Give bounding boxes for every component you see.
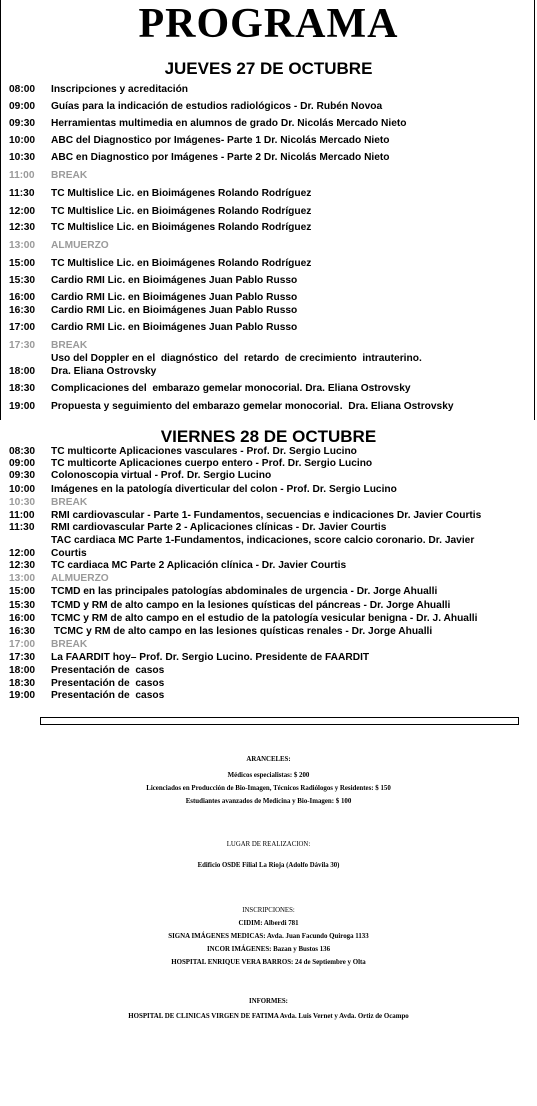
informes-heading: INFORMES: [249,998,288,1005]
schedule-text: TC multicorte Aplicaciones cuerpo entero - Prof. Dr. Sergio Lucino [51,458,373,469]
schedule-text: Presentación de casos [51,665,165,676]
divider-bar [40,717,519,725]
day2-heading: VIERNES 28 DE OCTUBRE [160,427,377,446]
aranceles-line: Licenciados en Producción de Bio-Imagen, Técnicos Radiólogos y Residentes: $ 150 [146,785,391,792]
schedule-text: RMI cardiovascular - Parte 1- Fundamentos, secuencias e indicaciones Dr. Javier Courtis [51,510,482,521]
schedule-text: TCMC y RM de alto campo en las lesiones quísticas renales - Dr. Jorge Ahualli [51,626,433,637]
schedule-time: 09:00 [9,101,36,112]
inscripciones-heading: INSCRIPCIONES: [242,907,295,914]
schedule-time: 08:00 [9,84,36,95]
inscripciones-line: INCOR IMÁGENES: Bazan y Bustos 136 [206,946,331,953]
schedule-time: 18:00 [9,665,36,676]
schedule-text: Guías para la indicación de estudios radiológicos - Dr. Rubén Novoa [51,101,383,112]
schedule-text: ABC en Diagnostico por Imágenes - Parte 2 Dr. Nicolás Mercado Nieto [51,152,390,163]
schedule-text: Propuesta y seguimiento del embarazo gemelar monocorial. Dra. Eliana Ostrovsky [51,401,454,412]
schedule-text: Dra. Eliana Ostrovsky [51,366,157,377]
lugar-heading: LUGAR DE REALIZACION: [226,841,311,848]
page-title: PROGRAMA [138,1,399,47]
day1-heading: JUEVES 27 DE OCTUBRE [164,59,373,78]
schedule-text: Cardio RMI Lic. en Bioimágenes Juan Pablo Russo [51,275,298,286]
schedule-time: 12:00 [9,548,36,559]
schedule-text: BREAK [51,639,88,650]
schedule-text: ABC del Diagnostico por Imágenes- Parte 1 Dr. Nicolás Mercado Nieto [51,135,390,146]
schedule-text: Inscripciones y acreditación [51,84,189,95]
schedule-time: 10:30 [9,152,36,163]
schedule-time: 18:30 [9,383,36,394]
schedule-time: 18:00 [9,366,36,377]
schedule-time: 11:30 [9,188,35,199]
inscripciones-line: HOSPITAL ENRIQUE VERA BARROS: 24 de Septiembre y Olta [171,959,366,966]
schedule-text: Colonoscopia virtual - Prof. Dr. Sergio Lucino [51,470,272,481]
schedule-time: 10:30 [9,497,36,508]
schedule-time: 10:00 [9,484,36,495]
schedule-time: 16:00 [9,292,36,303]
schedule-text: BREAK [51,340,88,351]
schedule-text: TCMD y RM de alto campo en la lesiones quísticas del páncreas - Dr. Jorge Ahualli [51,600,451,611]
schedule-text: TC Multislice Lic. en Bioimágenes Rolando Rodríguez [51,188,312,199]
lugar-place: Edificio OSDE Filial La Rioja (Adolfo Dávila 30) [197,862,340,869]
schedule-text: TCMC y RM de alto campo en el estudio de la patología vesicular benigna - Dr. J. Ahualli [51,613,478,624]
schedule-text: RMI cardiovascular Parte 2 - Aplicaciones clínicas - Dr. Javier Courtis [51,522,387,533]
schedule-time: 08:30 [9,446,36,457]
schedule-time: 16:00 [9,613,36,624]
schedule-text: Imágenes en la patología diverticular del colon - Prof. Dr. Sergio Lucino [51,484,397,495]
schedule-time: 13:00 [9,240,36,251]
schedule-time: 17:00 [9,322,36,333]
schedule-time: 13:00 [9,573,36,584]
schedule-time: 17:00 [9,639,36,650]
schedule-time: 19:00 [9,690,36,701]
schedule-time: 11:00 [9,510,35,521]
schedule-text: La FAARDIT hoy– Prof. Dr. Sergio Lucino. Presidente de FAARDIT [51,652,370,663]
schedule-text: TC Multislice Lic. en Bioimágenes Rolando Rodríguez [51,206,312,217]
schedule-time: 10:00 [9,135,36,146]
schedule-time: 16:30 [9,305,36,316]
schedule-text: Cardio RMI Lic. en Bioimágenes Juan Pablo Russo [51,292,298,303]
aranceles-line: Estudiantes avanzados de Medicina y Bio-Imagen: $ 100 [185,798,352,805]
schedule-time: 09:30 [9,470,36,481]
schedule-text: TC Multislice Lic. en Bioimágenes Rolando Rodríguez [51,222,312,233]
schedule-text: Presentación de casos [51,690,165,701]
schedule-text: BREAK [51,170,88,181]
schedule-text: Courtis [51,548,87,559]
schedule-time: 12:30 [9,222,36,233]
schedule-time: 11:00 [9,170,35,181]
schedule-text: ALMUERZO [51,573,109,584]
schedule-time: 09:30 [9,118,36,129]
schedule-time: 15:30 [9,275,36,286]
schedule-time: 18:30 [9,678,36,689]
schedule-text: Complicaciones del embarazo gemelar monocorial. Dra. Eliana Ostrovsky [51,383,411,394]
schedule-time: 11:30 [9,522,35,533]
schedule-text: BREAK [51,497,88,508]
schedule-time: 09:00 [9,458,36,469]
schedule-time: 15:00 [9,258,36,269]
schedule-time: 16:30 [9,626,36,637]
inscripciones-line: SIGNA IMÁGENES MEDICAS: Avda. Juan Facundo Quiroga 1133 [168,933,369,940]
schedule-text: TAC cardiaca MC Parte 1-Fundamentos, indicaciones, score calcio coronario. Dr. Javier [51,535,475,546]
schedule-text: Presentación de casos [51,678,165,689]
schedule-time: 19:00 [9,401,36,412]
schedule-text: TCMD en las principales patologías abdominales de urgencia - Dr. Jorge Ahualli [51,586,438,597]
schedule-text: Herramientas multimedia en alumnos de grado Dr. Nicolás Mercado Nieto [51,118,407,129]
schedule-time: 12:00 [9,206,36,217]
schedule-text: Cardio RMI Lic. en Bioimágenes Juan Pablo Russo [51,322,298,333]
schedule-time: 17:30 [9,652,36,663]
aranceles-heading: ARANCELES: [246,756,291,763]
schedule-time: 17:30 [9,340,36,351]
schedule-text: ALMUERZO [51,240,109,251]
schedule-time: 12:30 [9,560,36,571]
schedule-text: Uso del Doppler en el diagnóstico del retardo de crecimiento intrauterino. [51,353,422,364]
schedule-text: TC cardiaca MC Parte 2 Aplicación clínica - Dr. Javier Courtis [51,560,347,571]
schedule-time: 15:30 [9,600,36,611]
aranceles-line: Médicos especialistas: $ 200 [227,772,310,779]
schedule-time: 15:00 [9,586,36,597]
schedule-text: Cardio RMI Lic. en Bioimágenes Juan Pablo Russo [51,305,298,316]
informes-line: HOSPITAL DE CLINICAS VIRGEN DE FATIMA Avda. Luis Vernet y Avda. Ortiz de Ocampo [128,1013,409,1020]
schedule-text: TC Multislice Lic. en Bioimágenes Rolando Rodríguez [51,258,312,269]
schedule-text: TC multicorte Aplicaciones vasculares - Prof. Dr. Sergio Lucino [51,446,357,457]
inscripciones-line: CIDIM: Alberdi 781 [238,920,299,927]
